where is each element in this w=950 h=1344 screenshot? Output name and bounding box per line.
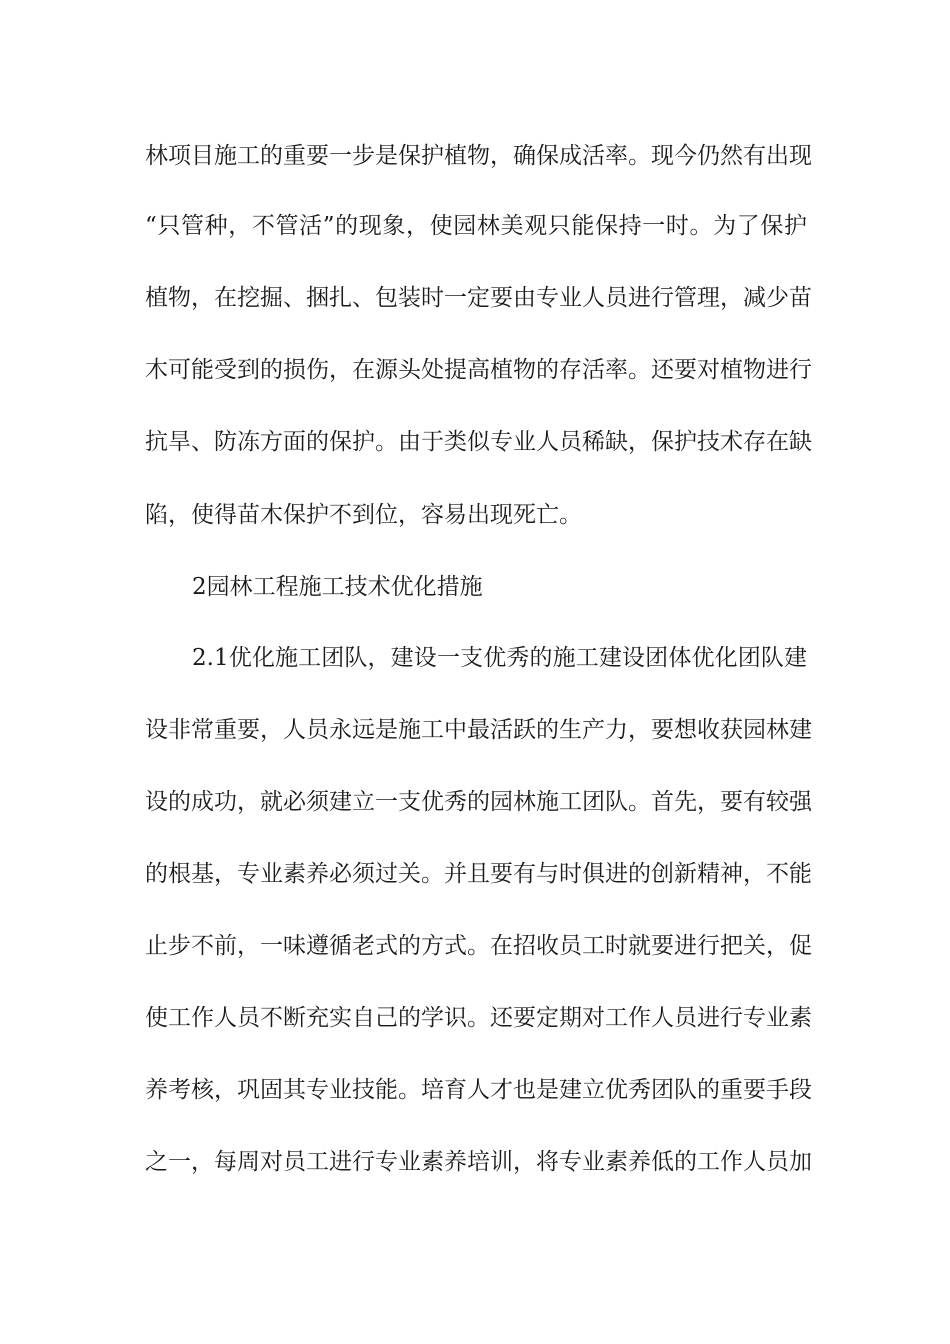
paragraph-line: 抗旱、防冻方面的保护。由于类似专业人员稀缺，保护技术存在缺 xyxy=(145,429,812,455)
paragraph-line: “只管种，不管活”的现象，使园林美观只能保持一时。为了保护 xyxy=(145,213,807,239)
paragraph-line: 使工作人员不断充实自己的学识。还要定期对工作人员进行专业素 xyxy=(145,1005,812,1031)
paragraph-line: 养考核，巩固其专业技能。培育人才也是建立优秀团队的重要手段 xyxy=(145,1077,812,1103)
section-heading: 2园林工程施工技术优化措施 xyxy=(192,574,483,600)
paragraph-line: 陷，使得苗木保护不到位，容易出现死亡。 xyxy=(145,502,582,528)
paragraph-line: 止步不前，一味遵循老式的方式。在招收员工时就要进行把关，促 xyxy=(145,933,812,959)
paragraph-line: 林项目施工的重要一步是保护植物，确保成活率。现今仍然有出现 xyxy=(145,143,812,169)
subsection-heading-line: 2.1优化施工团队，建设一支优秀的施工建设团体优化团队建 xyxy=(192,645,807,671)
paragraph-line: 设的成功，就必须建立一支优秀的园林施工团队。首先，要有较强 xyxy=(145,789,812,815)
paragraph-line: 设非常重要，人员永远是施工中最活跃的生产力，要想收获园林建 xyxy=(145,717,812,743)
paragraph-line: 的根基，专业素养必须过关。并且要有与时俱进的创新精神，不能 xyxy=(145,861,812,887)
paragraph-line: 木可能受到的损伤，在源头处提高植物的存活率。还要对植物进行 xyxy=(145,357,812,383)
paragraph-line: 之一，每周对员工进行专业素养培训，将专业素养低的工作人员加 xyxy=(145,1149,812,1175)
paragraph-line: 植物，在挖掘、捆扎、包装时一定要由专业人员进行管理，减少苗 xyxy=(145,285,812,311)
